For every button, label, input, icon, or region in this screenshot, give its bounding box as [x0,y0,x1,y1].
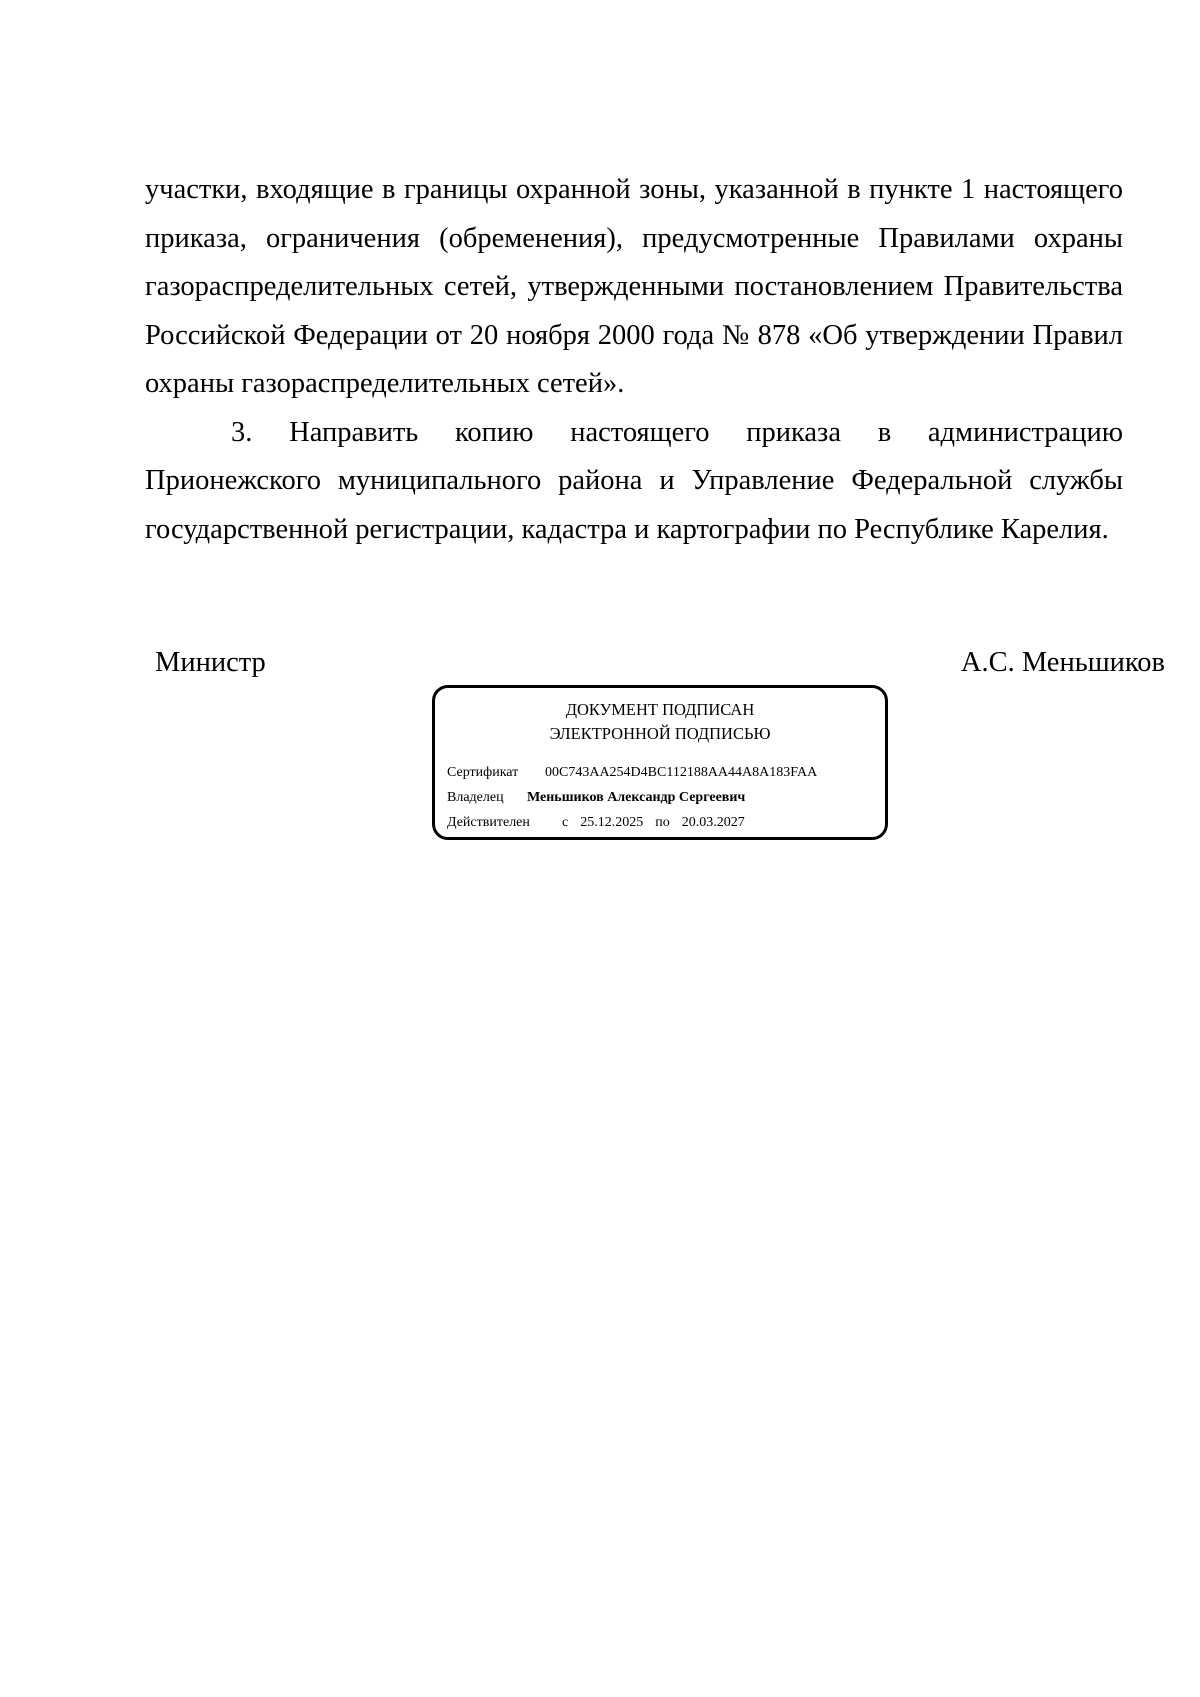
valid-from-prefix: с [562,815,569,830]
owner-value: Меньшиков Александр Сергеевич [527,790,746,805]
stamp-heading-line-1: ДОКУМЕНТ ПОДПИСАН [565,700,755,719]
valid-to-date: 20.03.2027 [681,815,745,830]
valid-label: Действителен [447,815,530,830]
electronic-signature-stamp [432,685,888,840]
stamp-owner-row [447,788,745,808]
stamp-validity-row [447,813,745,833]
stamp-heading [435,698,885,746]
stamp-certificate-row [447,763,817,783]
certificate-value: 00C743AA254D4BC112188AA44A8A183FAA [545,765,818,780]
document-body [145,166,1123,554]
signatory-name: А.С. Меньшиков [960,647,1165,678]
valid-to-prefix: по [655,815,670,830]
signatory-title: Министр [155,647,266,678]
valid-from-date: 25.12.2025 [580,815,644,830]
owner-label: Владелец [447,790,504,805]
certificate-label: Сертификат [447,765,519,780]
stamp-heading-line-2: ЭЛЕКТРОННОЙ ПОДПИСЬЮ [549,724,771,743]
body-paragraph-2: 3. Направить копию настоящего приказа в администрацию Прионежского муниципального района и Управление Федеральной службы государственной регистрации, кадастра и картографии по Республике Карелия. [145,416,1123,545]
body-paragraph-1: участки, входящие в границы охранной зоны, указанной в пункте 1 настоящего приказа, ограничения (обременения), предусмотренные Правилами охраны газораспределительных сетей, утвержденными постановлением Правительства Российской Федерации от 20 ноября 2000 года № 878 «Об утверждении Правил охраны газораспределительных сетей». [145,174,1123,399]
